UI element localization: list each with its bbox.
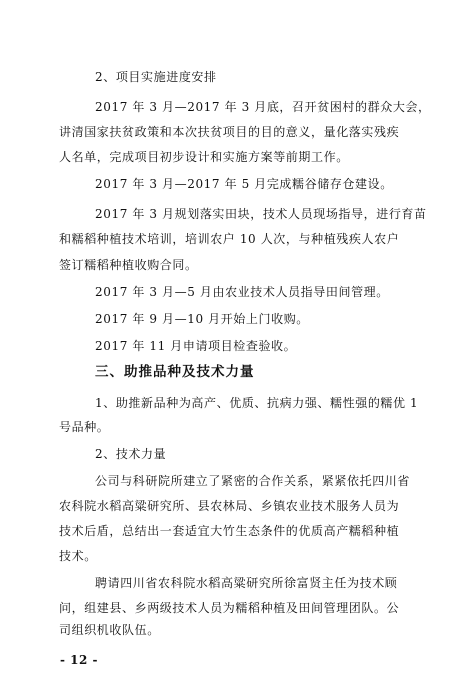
paragraph-line: 2017 年 3 月—5 月由农业技术人员指导田间管理。 xyxy=(95,285,389,299)
paragraph-line: 号品种。 xyxy=(59,420,110,434)
subheading-technical: 2、技术力量 xyxy=(95,447,167,461)
paragraph-line: 司组织机收队伍。 xyxy=(59,623,160,637)
paragraph-line: 和糯稻种植技术培训，培训农户 10 人次，与种植残疾人农户 xyxy=(59,232,400,246)
paragraph-line: 2017 年 11 月申请项目检查验收。 xyxy=(95,339,297,353)
paragraph-line: 2017 年 3 月—2017 年 5 月完成糯谷储存仓建设。 xyxy=(95,177,393,191)
paragraph-line: 签订糯稻种植收购合同。 xyxy=(59,258,198,272)
paragraph-line: 2017 年 3 月规划落实田块，技术人员现场指导，进行育苗 xyxy=(95,207,427,221)
paragraph-line: 2017 年 9 月—10 月开始上门收购。 xyxy=(95,312,309,326)
paragraph-line: 讲清国家扶贫政策和本次扶贫项目的目的意义，量化落实残疾 xyxy=(59,125,400,139)
paragraph-line: 技术。 xyxy=(59,549,97,563)
page-number: - 12 - xyxy=(60,653,99,667)
paragraph-line: 1、助推新品种为高产、优质、抗病力强、糯性强的糯优 1 xyxy=(95,396,419,410)
paragraph-line: 2017 年 3 月—2017 年 3 月底，召开贫困村的群众大会， xyxy=(95,100,431,114)
subheading-schedule: 2、项目实施进度安排 xyxy=(95,70,217,84)
paragraph-line: 人名单，完成项目初步设计和实施方案等前期工作。 xyxy=(59,150,349,164)
section-heading: 三、助推品种及技术力量 xyxy=(95,364,255,380)
paragraph-line: 聘请四川省农科院水稻高粱研究所徐富贤主任为技术顾 xyxy=(95,576,398,590)
paragraph-line: 问，组建县、乡两级技术人员为糯稻种植及田间管理团队。公 xyxy=(59,601,400,615)
paragraph-line: 技术后盾，总结出一套适宜大竹生态条件的优质高产糯稻种植 xyxy=(59,524,400,538)
paragraph-line: 农科院水稻高粱研究所、县农林局、乡镇农业技术服务人员为 xyxy=(59,499,400,513)
paragraph-line: 公司与科研院所建立了紧密的合作关系，紧紧依托四川省 xyxy=(95,474,411,488)
